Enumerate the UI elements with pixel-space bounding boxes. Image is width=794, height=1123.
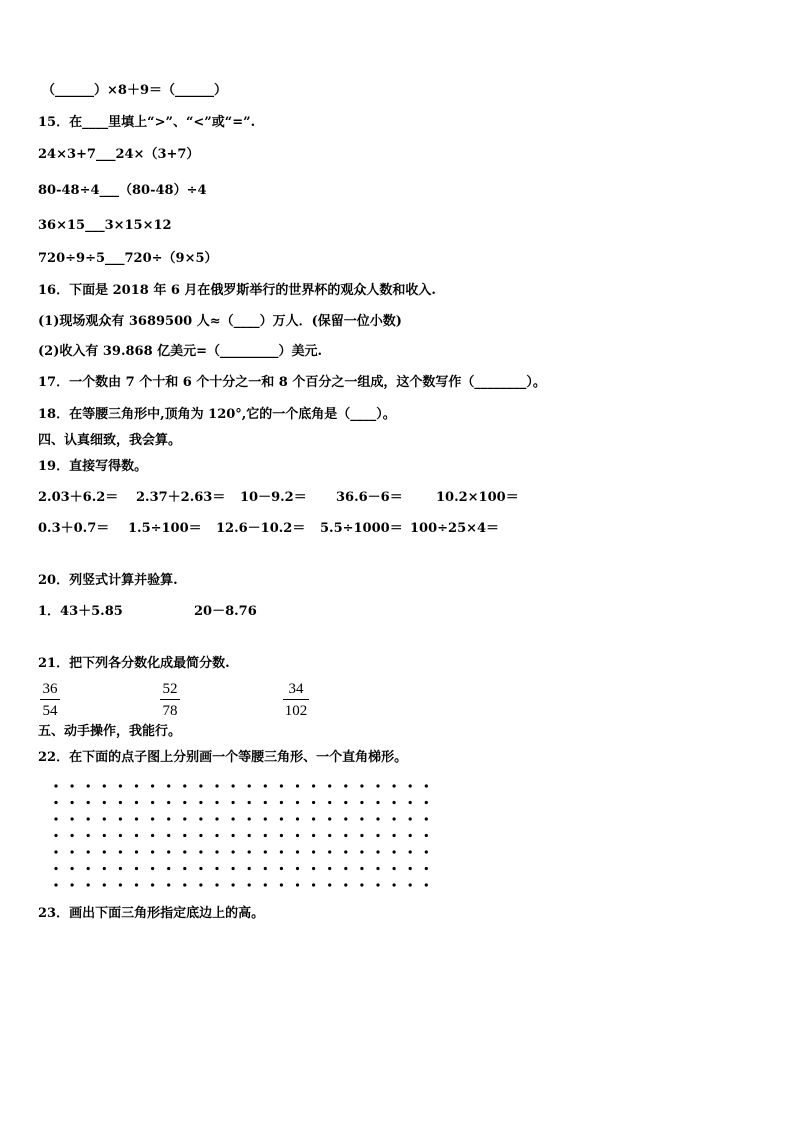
fraction-item [160,680,180,720]
grid-dot [54,850,57,853]
question-17-prompt: 17．一个数由 7 个十和 6 个十分之一和 8 个百分之一组成，这个数写作（________）。 [38,375,546,390]
grid-dot [312,834,315,837]
grid-dot [135,850,138,853]
grid-dot [296,883,299,886]
vertical-calc-item: 1．43＋5.85 [38,604,123,619]
fraction-denominator: 54 [42,703,58,719]
grid-dot [151,817,154,820]
grid-dot [183,883,186,886]
grid-dot [360,817,363,820]
fraction-item [40,680,60,720]
grid-dot [264,801,267,804]
grid-dot [232,867,235,870]
grid-dot [103,817,106,820]
grid-dot [344,867,347,870]
grid-dot [296,850,299,853]
fraction-numerator: 36 [42,681,58,697]
grid-dot [119,850,122,853]
grid-dot [344,883,347,886]
section-5-heading: 五、动手操作，我能行。 [38,724,182,739]
grid-dot [151,867,154,870]
grid-dot [232,817,235,820]
grid-dot [409,801,412,804]
grid-dot [103,883,106,886]
grid-dot [376,850,379,853]
grid-dot [54,801,57,804]
dot-grid[interactable] [50,782,440,892]
question-22-prompt: 22．在下面的点子图上分别画一个等腰三角形、一个直角梯形。 [38,750,408,765]
grid-dot [199,883,202,886]
grid-dot [71,867,74,870]
grid-dot [296,834,299,837]
grid-dot [376,867,379,870]
grid-dot [296,817,299,820]
grid-dot [393,834,396,837]
grid-dot [135,883,138,886]
grid-dot [103,834,106,837]
grid-dot [264,784,267,787]
grid-dot [151,801,154,804]
grid-dot [312,883,315,886]
grid-dot [409,883,412,886]
grid-dot [151,834,154,837]
grid-dot [167,883,170,886]
grid-dot [344,834,347,837]
grid-dot [232,784,235,787]
grid-dot [409,817,412,820]
grid-dot [167,817,170,820]
grid-dot [425,850,428,853]
grid-dot [151,784,154,787]
grid-dot [280,850,283,853]
grid-dot [87,850,90,853]
grid-dot [425,784,428,787]
grid-dot [360,801,363,804]
calc-item: 100÷25×4＝ [410,521,500,536]
grid-dot [280,883,283,886]
grid-dot [328,817,331,820]
grid-dot [425,883,428,886]
question-15-prompt: 15．在____里填上“>”、“<”或“=”. [38,115,256,130]
grid-dot [280,817,283,820]
grid-dot [393,883,396,886]
grid-dot [54,784,57,787]
grid-dot [393,784,396,787]
grid-dot [344,850,347,853]
grid-dot [360,850,363,853]
grid-dot [232,883,235,886]
grid-dot [312,801,315,804]
grid-dot [135,817,138,820]
grid-dot [167,801,170,804]
grid-dot [393,817,396,820]
grid-dot [280,784,283,787]
grid-dot [376,784,379,787]
calc-item: 12.6－10.2＝ [216,521,306,536]
grid-dot [87,834,90,837]
grid-dot [312,867,315,870]
question-15-item-d: 720÷9÷5___720÷（9×5） [38,251,218,266]
grid-dot [71,850,74,853]
question-19-prompt: 19．直接写得数。 [38,459,148,474]
grid-dot [264,850,267,853]
question-18-prompt: 18．在等腰三角形中,顶角为 120°,它的一个底角是（____）。 [38,407,396,422]
grid-dot [280,801,283,804]
grid-dot [167,784,170,787]
grid-dot [87,883,90,886]
grid-dot [328,784,331,787]
grid-dot [328,883,331,886]
calc-item: 1.5÷100＝ [128,521,202,536]
grid-dot [135,867,138,870]
grid-dot [425,817,428,820]
grid-dot [135,801,138,804]
grid-dot [215,817,218,820]
grid-dot [183,784,186,787]
grid-dot [199,850,202,853]
grid-dot [71,834,74,837]
grid-dot [215,867,218,870]
grid-dot [409,784,412,787]
grid-dot [119,801,122,804]
grid-dot [54,867,57,870]
grid-dot [344,784,347,787]
grid-dot [264,834,267,837]
question-23-prompt: 23．画出下面三角形指定底边上的高。 [38,906,265,921]
calc-item: 0.3＋0.7＝ [38,521,110,536]
calc-item: 2.03＋6.2＝ [38,490,119,505]
grid-dot [215,801,218,804]
grid-dot [376,801,379,804]
grid-dot [248,867,251,870]
equation-blank-line: （______）×8＋9＝（______） [42,83,227,98]
grid-dot [393,867,396,870]
grid-dot [393,801,396,804]
grid-dot [280,867,283,870]
fraction-bar [40,699,60,700]
question-16-part-1: (1)现场观众有 3689500 人≈（____）万人．(保留一位小数) [38,314,402,329]
calc-item: 10－9.2＝ [240,490,307,505]
fraction-numerator: 52 [162,681,178,697]
grid-dot [183,834,186,837]
grid-dot [360,784,363,787]
grid-dot [376,883,379,886]
grid-dot [393,850,396,853]
fraction-denominator: 102 [284,703,308,719]
grid-dot [119,784,122,787]
question-20-prompt: 20．列竖式计算并验算. [38,573,178,588]
grid-dot [199,867,202,870]
grid-dot [248,850,251,853]
grid-dot [103,784,106,787]
grid-dot [312,850,315,853]
grid-dot [360,867,363,870]
grid-dot [248,817,251,820]
question-15-item-c: 36×15___3×15×12 [38,218,172,233]
grid-dot [103,867,106,870]
grid-dot [264,817,267,820]
grid-dot [296,867,299,870]
grid-dot [344,801,347,804]
grid-dot [248,784,251,787]
grid-dot [215,834,218,837]
grid-dot [199,834,202,837]
question-15-item-b: 80-48÷4___（80-48）÷4 [38,183,207,198]
grid-dot [87,867,90,870]
fraction-item [283,680,309,720]
grid-dot [199,817,202,820]
grid-dot [167,867,170,870]
grid-dot [409,850,412,853]
grid-dot [328,850,331,853]
question-16-prompt: 16．下面是 2018 年 6 月在俄罗斯举行的世界杯的观众人数和收入. [38,283,436,298]
grid-dot [376,817,379,820]
fraction-numerator: 34 [288,681,304,697]
grid-dot [248,801,251,804]
grid-dot [87,801,90,804]
grid-dot [264,867,267,870]
grid-dot [103,801,106,804]
grid-dot [119,883,122,886]
grid-dot [215,883,218,886]
fraction-denominator: 78 [162,703,178,719]
grid-dot [425,801,428,804]
grid-dot [425,834,428,837]
vertical-calc-item: 20－8.76 [194,604,257,619]
grid-dot [248,883,251,886]
grid-dot [232,834,235,837]
grid-dot [183,850,186,853]
calc-item: 10.2×100＝ [436,490,519,505]
grid-dot [215,784,218,787]
grid-dot [87,784,90,787]
question-16-part-2: (2)收入有 39.868 亿美元=（_________）美元. [38,344,323,359]
grid-dot [248,834,251,837]
grid-dot [264,883,267,886]
grid-dot [328,834,331,837]
grid-dot [296,784,299,787]
grid-dot [71,801,74,804]
grid-dot [328,867,331,870]
grid-dot [232,850,235,853]
calc-item: 2.37＋2.63＝ [136,490,226,505]
grid-dot [409,834,412,837]
grid-dot [135,784,138,787]
grid-dot [183,867,186,870]
grid-dot [296,801,299,804]
question-15-item-a: 24×3+7___24×（3+7） [38,147,200,162]
grid-dot [167,850,170,853]
grid-dot [119,834,122,837]
grid-dot [360,883,363,886]
grid-dot [344,817,347,820]
grid-dot [199,801,202,804]
section-4-heading: 四、认真细致，我会算。 [38,433,182,448]
calc-item: 5.5÷1000＝ [320,521,403,536]
grid-dot [119,867,122,870]
grid-dot [71,883,74,886]
grid-dot [425,867,428,870]
grid-dot [360,834,363,837]
grid-dot [167,834,170,837]
grid-dot [54,834,57,837]
grid-dot [71,784,74,787]
grid-dot [87,817,90,820]
grid-dot [119,817,122,820]
fraction-bar [160,699,180,700]
grid-dot [71,817,74,820]
grid-dot [151,850,154,853]
grid-dot [151,883,154,886]
grid-dot [215,850,218,853]
grid-dot [409,867,412,870]
grid-dot [232,801,235,804]
grid-dot [328,801,331,804]
grid-dot [183,817,186,820]
calc-item: 36.6－6＝ [336,490,403,505]
grid-dot [54,817,57,820]
grid-dot [199,784,202,787]
question-21-prompt: 21．把下列各分数化成最简分数. [38,656,230,671]
grid-dot [312,784,315,787]
grid-dot [312,817,315,820]
grid-dot [376,834,379,837]
grid-dot [280,834,283,837]
grid-dot [103,850,106,853]
fraction-bar [283,699,309,700]
grid-dot [135,834,138,837]
grid-dot [54,883,57,886]
grid-dot [183,801,186,804]
